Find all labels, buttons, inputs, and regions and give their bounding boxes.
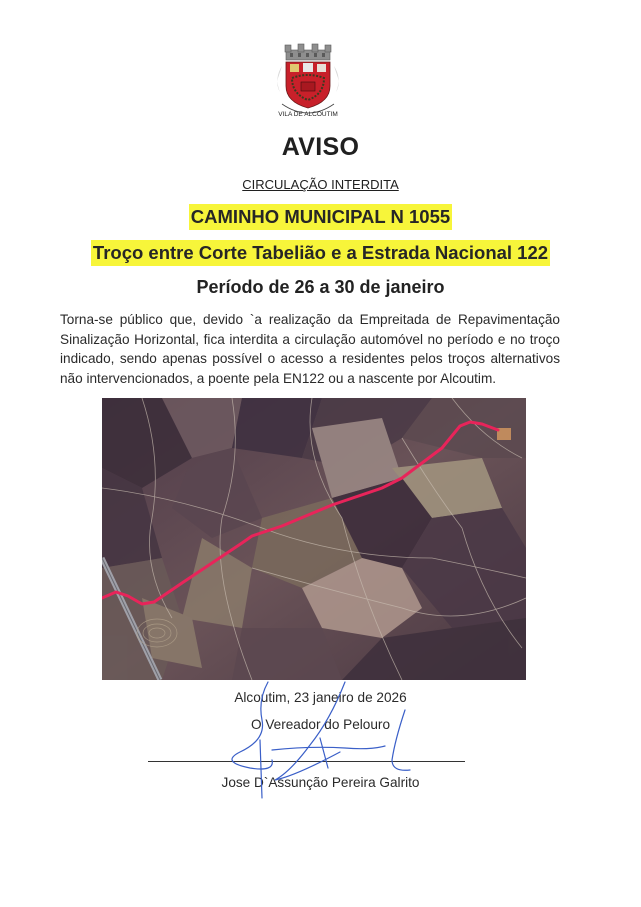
- road-heading: CAMINHO MUNICIPAL N 1055: [189, 204, 452, 230]
- segment-heading: Troço entre Corte Tabelião e a Estrada Nacional 122: [91, 240, 550, 266]
- page-title: AVISO: [281, 133, 360, 161]
- segment-heading-row: [0, 240, 641, 266]
- period-heading: Período de 26 a 30 de janeiro: [196, 277, 445, 297]
- signer-name: Jose D`Assunção Pereira Galrito: [221, 775, 420, 790]
- road-heading-row: [0, 204, 641, 230]
- signing-date: Alcoutim, 23 janeiro de 2026: [234, 690, 407, 705]
- signer-role: O Vereador do Pelouro: [250, 717, 391, 732]
- notice-subtitle: CIRCULAÇÃO INTERDITA: [242, 177, 399, 192]
- notice-body: Torna-se público que, devido `a realização da Empreitada de Repavimentação Sinalização Horizontal, fica interdita a circulação automóvel no período e no troço indicado, sendo apenas possível o acesso a residentes pelos troços alternativos não intervencionados, a poente pela EN122 ou a nascente por Alcoutim.: [60, 312, 560, 387]
- crest-motto: VILA DE ALCOUTIM: [278, 111, 338, 118]
- signature-line: [148, 761, 465, 762]
- aerial-map-image: [102, 398, 526, 680]
- coat-of-arms-icon: [268, 42, 348, 122]
